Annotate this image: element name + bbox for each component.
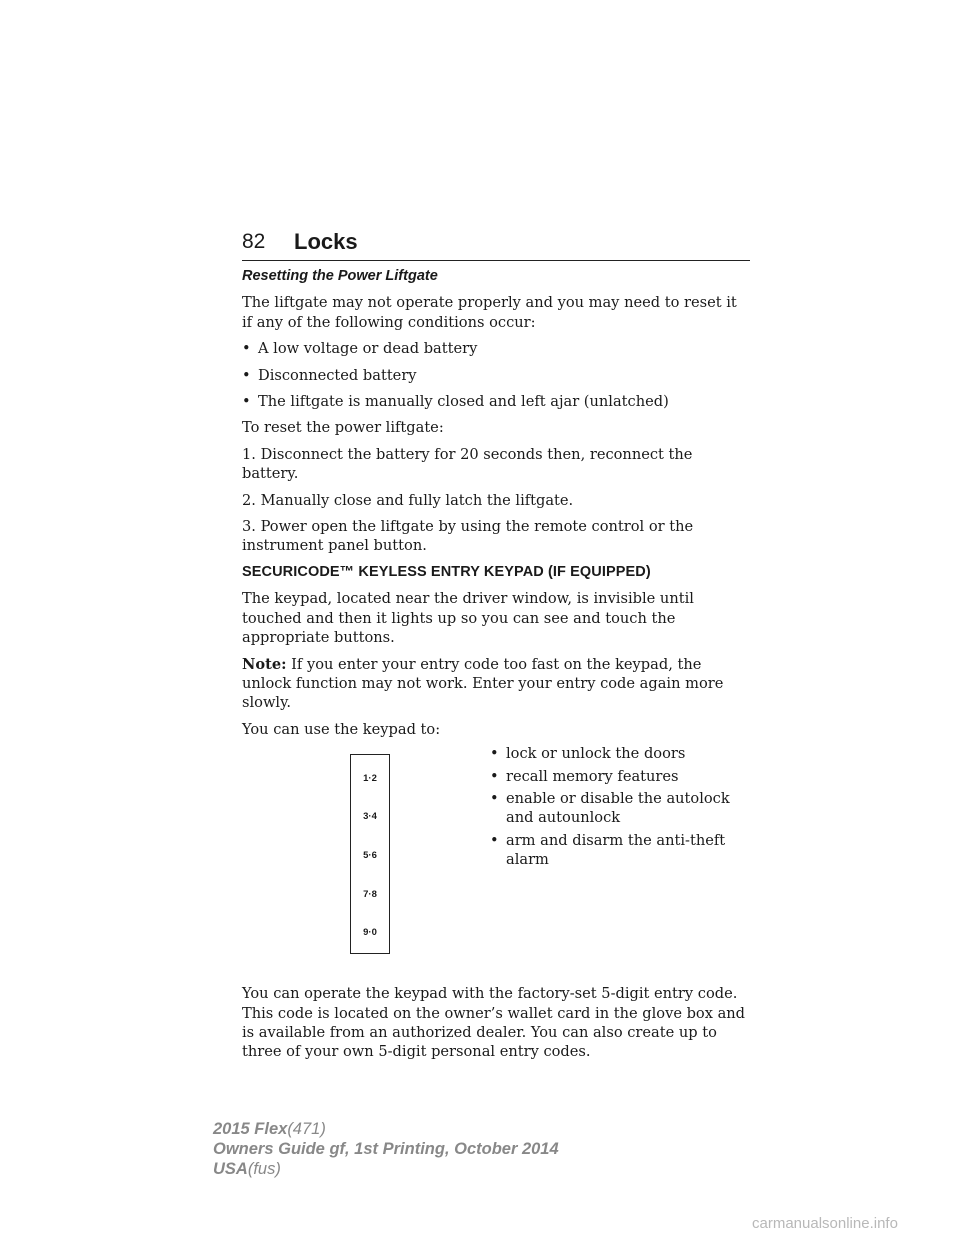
liftgate-heading: Resetting the Power Liftgate bbox=[242, 268, 438, 284]
uses-intro: You can use the keypad to: bbox=[242, 720, 441, 738]
keypad-uses-list bbox=[490, 744, 750, 872]
footer-market: USA bbox=[213, 1160, 248, 1178]
list-item: • arm and disarm the anti-theft alarm bbox=[490, 831, 726, 869]
footer-model: 2015 Flex bbox=[213, 1120, 288, 1138]
list-item: • enable or disable the autolock and autounlock bbox=[490, 789, 730, 827]
list-item: • Disconnected battery bbox=[242, 366, 417, 384]
page-header bbox=[242, 230, 750, 261]
keypad-figure-block bbox=[242, 746, 750, 976]
page-number: 82 bbox=[242, 230, 266, 253]
keypad-heading: SECURICODE™ KEYLESS ENTRY KEYPAD (IF EQUIPPED) bbox=[242, 563, 651, 580]
keypad-key-5-6: 5·6 bbox=[363, 850, 377, 862]
list-item: • A low voltage or dead battery bbox=[242, 340, 478, 358]
keypad-closing: You can operate the keypad with the factory-set 5-digit entry code. This code is located on the owner’s wallet card in the glove box and is available from an authorized dealer. You can also create up to three of your own 5-digit personal entry codes. bbox=[242, 985, 746, 1061]
page-content bbox=[242, 267, 750, 1069]
keypad-key-3-4: 3·4 bbox=[363, 811, 377, 823]
keypad-description: The keypad, located near the driver window, is invisible until touched and then it lights up so you can see and touch the appropriate buttons. bbox=[242, 590, 694, 647]
keypad-key-7-8: 7·8 bbox=[363, 889, 377, 901]
footer-market-code: (fus) bbox=[247, 1160, 281, 1178]
footer-model-code: (471) bbox=[287, 1120, 326, 1138]
section-title: Locks bbox=[294, 229, 358, 254]
site-watermark: carmanualsonline.info bbox=[752, 1215, 898, 1232]
keypad-key-1-2: 1·2 bbox=[363, 773, 377, 785]
liftgate-intro: The liftgate may not operate properly and you may need to reset it if any of the following conditions occur: bbox=[242, 294, 737, 331]
list-item: • recall memory features bbox=[490, 767, 679, 785]
note-label: Note: bbox=[242, 655, 287, 673]
steps-intro: To reset the power liftgate: bbox=[242, 419, 444, 437]
keypad-note bbox=[242, 655, 750, 713]
keypad-key-9-0: 9·0 bbox=[363, 927, 377, 939]
step-2: 2. Manually close and fully latch the liftgate. bbox=[242, 491, 574, 509]
condition-list bbox=[242, 339, 750, 411]
note-text: If you enter your entry code too fast on the keypad, the unlock function may not work. Enter your entry code again more slowly. bbox=[242, 655, 724, 712]
page-footer bbox=[213, 1119, 559, 1179]
list-item: • The liftgate is manually closed and left ajar (unlatched) bbox=[242, 393, 669, 411]
step-1: 1. Disconnect the battery for 20 seconds then, reconnect the battery. bbox=[242, 445, 693, 483]
keypad-illustration bbox=[350, 754, 390, 954]
list-item: • lock or unlock the doors bbox=[490, 745, 686, 763]
step-3: 3. Power open the liftgate by using the remote control or the instrument panel button. bbox=[242, 518, 694, 555]
footer-guide: Owners Guide gf, 1st Printing, October 2014 bbox=[213, 1140, 559, 1158]
